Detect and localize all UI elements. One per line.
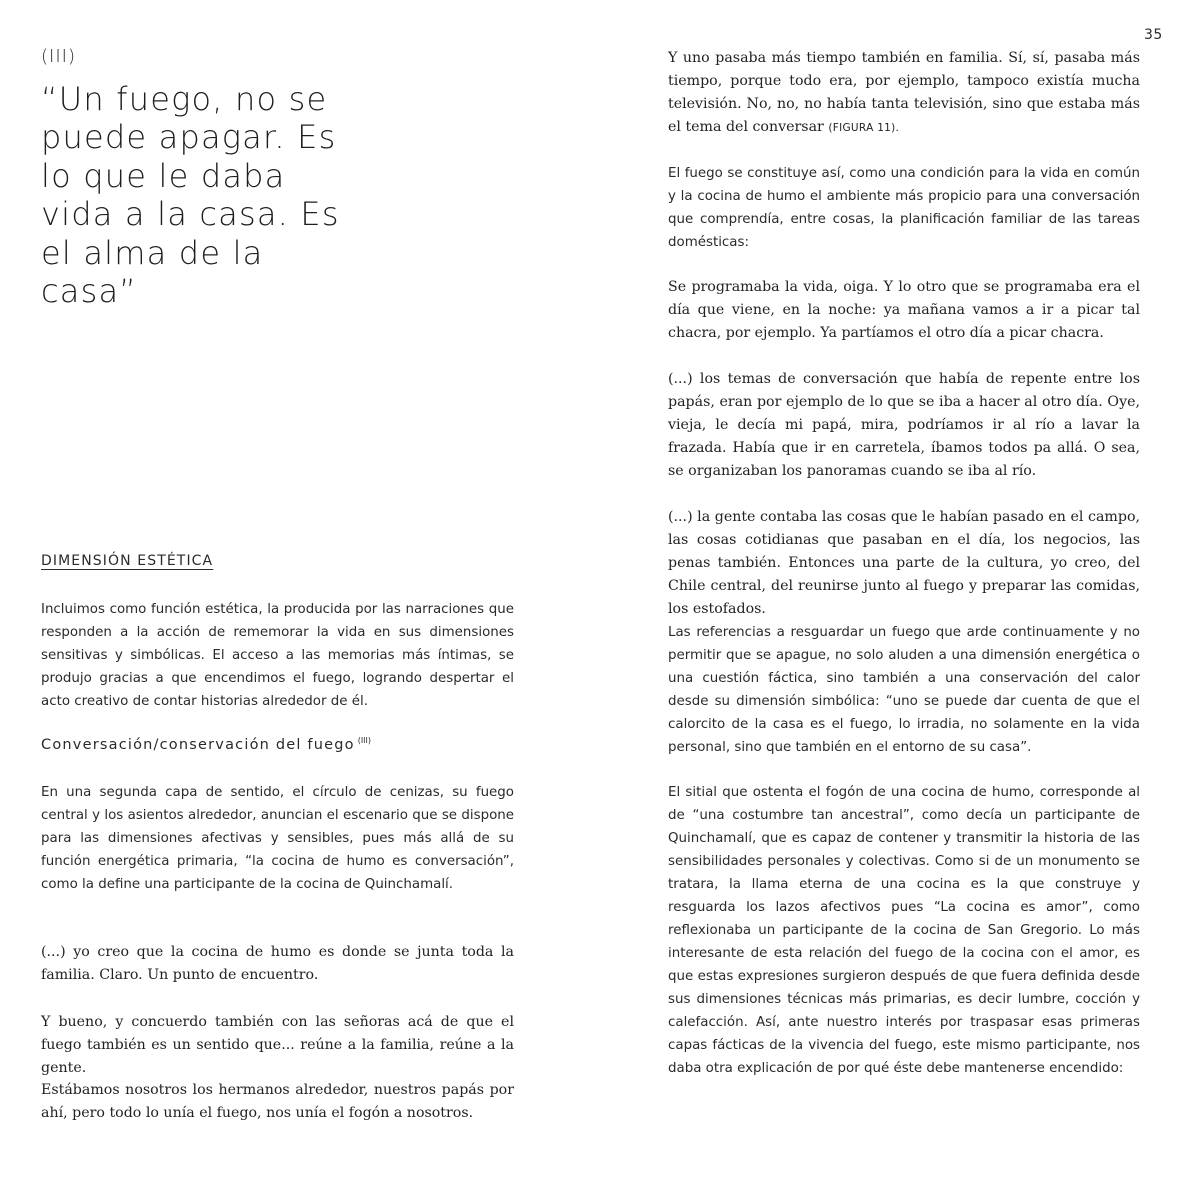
subheading [41, 736, 371, 753]
subheading-text: Conversación/conservación del fuego [41, 736, 355, 753]
body-paragraph: Las referencias a resguardar un fuego que arde continuamente y no permitir que se apague, no solo aluden a una dimensión energética o una cuestión fáctica, sino también a una conservación del calor desde su dimensión simbólica: “uno se puede dar cuenta de que el calorcito de la casa es el fuego, lo irradia, no solamente en la vida personal, sino que también en el entorno de su casa”. [668, 625, 1140, 755]
interview-quote [668, 47, 1140, 140]
interview-quote: Estábamos nosotros los hermanos alrededor, nuestros papás por ahí, pero todo lo unía el fuego, nos unía el fogón a nosotros. [41, 1082, 514, 1121]
interview-quote: Y bueno, y concuerdo también con las señoras acá de que el fuego también es un sentido que... reúne a la familia, reúne a la gente. [41, 1014, 514, 1076]
body-paragraph: El sitial que ostenta el fogón de una cocina de humo, corresponde al de “una costumbre tan ancestral”, como decía un participante de Quinchamalí, que es capaz de contener y transmitir la historia de las sensibilidades personales y colectivas. Como si de un monumento se tratara, la llama eterna de una cocina es la que construye y resguarda los lazos afectivos pues “La cocina es amor”, como reflexionaba un participante de la cocina de San Gregorio. Lo más interesante de esta relación del fuego de la cocina con el amor, es que estas expresiones surgieron después de que fuera definida desde sus dimensiones técnicas más primarias, es decir lumbre, cocción y calefacción. Así, ante nuestro interés por traspasar esas primeras capas fácticas de la vivencia del fuego, este mismo participante, nos daba otra explicación de por qué éste debe mantenerse encendido: [668, 785, 1140, 1076]
figure-reference: (FIGURA 11). [828, 122, 900, 134]
page-number: 35 [1144, 27, 1163, 43]
intro-paragraph: Incluimos como función estética, la producida por las narraciones que responden a la acción de rememorar la vida en sus dimensiones sensitivas y simbólicas. El acceso a las memorias más íntimas, se produjo gracias a que encendimos el fuego, logrando despertar el acto creativo de contar historias alrededor de él. [41, 602, 514, 709]
subheading-note: (III) [357, 736, 372, 745]
interview-quote: (...) yo creo que la cocina de humo es donde se junta toda la familia. Claro. Un punto de encuentro. [41, 944, 514, 983]
interview-quote: (...) los temas de conversación que había de repente entre los papás, eran por ejemplo de lo que se iba a hacer al otro día. Oye, vieja, le decía mi papá, mira, podríamos ir al río a lavar la frazada. Había que ir en carretela, íbamos todos pa allá. O sea, se organizaban los panoramas cuando se iba al río. [668, 371, 1140, 479]
pull-quote: “Un fuego, no se puede apagar. Es lo que le daba vida a la casa. Es el alma de la casa” [41, 80, 340, 311]
pull-quote-marker: (III) [41, 46, 76, 67]
interview-quote: (...) la gente contaba las cosas que le habían pasado en el campo, las cosas cotidianas que pasaban en el día, los negocios, las penas también. Entonces una parte de la cultura, yo creo, del Chile central, del reunirse junto al fuego y preparar las comidas, los estofados. [668, 509, 1140, 617]
interview-quote-text: Y uno pasaba más tiempo también en familia. Sí, sí, pasaba más tiempo, porque todo era, por ejemplo, tampoco existía mucha televisión. No, no, no había tanta televisión, sino que estaba más el tema del conversar [668, 50, 1140, 135]
body-paragraph: En una segunda capa de sentido, el círculo de cenizas, su fuego central y los asientos alrededor, anuncian el escenario que se dispone para las dimensiones afectivas y sensibles, pues más allá de su función energética primaria, “la cocina de humo es conversación”, como la define una participante de la cocina de Quinchamalí. [41, 785, 514, 892]
interview-quote: Se programaba la vida, oiga. Y lo otro que se programaba era el día que viene, en la noche: ya mañana vamos a ir a picar tal chacra, por ejemplo. Ya partíamos el otro día a picar chacra. [668, 279, 1140, 341]
body-paragraph: El fuego se constituye así, como una condición para la vida en común y la cocina de humo el ambiente más propicio para una conversación que comprendía, entre cosas, la planificación familiar de las tareas domésticas: [668, 166, 1140, 250]
section-heading: DIMENSIÓN ESTÉTICA [41, 553, 214, 569]
